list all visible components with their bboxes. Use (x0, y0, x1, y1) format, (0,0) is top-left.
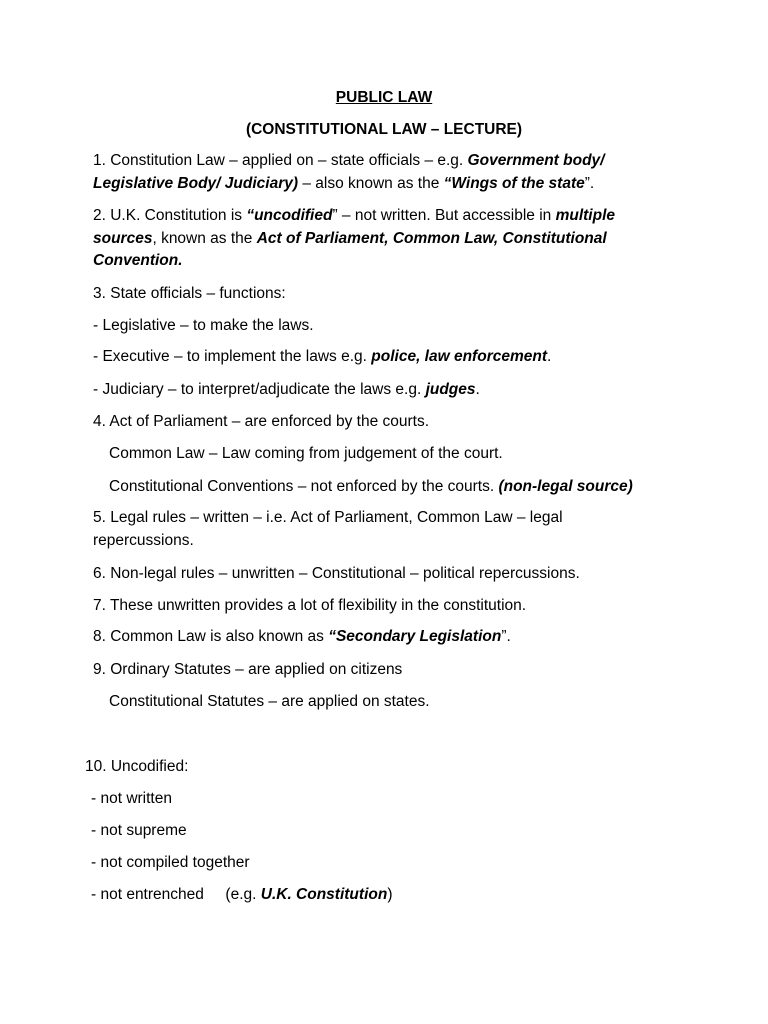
item-1-wings: “Wings of the state (443, 174, 585, 192)
item-3-executive-end: . (547, 348, 552, 365)
item-2-act-of-parliament: Act of Parliament (256, 229, 385, 247)
item-3-judiciary-example: judges (425, 381, 476, 398)
item-3-executive-example: police, law enforcement (371, 348, 547, 365)
item-4-common-law: Common Law – Law coming from judgement of the court. (109, 445, 503, 462)
item-10-not-entrenched-text: - not entrenched (e.g. (91, 886, 261, 903)
item-3-judiciary-text: - Judiciary – to interpret/adjudicate the laws e.g. (93, 381, 426, 398)
item-9: 9. Ordinary Statutes – are applied on citizens (93, 661, 403, 678)
item-3-judiciary (93, 379, 480, 401)
item-2-text-2: ” – not written. But accessible in (332, 207, 556, 224)
item-10-not-written: - not written (91, 790, 172, 807)
item-2-multiple-sources: multiple sources (93, 207, 616, 247)
item-10: 10. Uncodified: (85, 758, 189, 775)
item-9-constitutional-statutes: Constitutional Statutes – are applied on states. (109, 693, 430, 710)
item-8-text: 8. Common Law is also known as (93, 628, 329, 645)
item-3-legislative: - Legislative – to make the laws. (93, 317, 314, 334)
item-1-text: 1. Constitution Law – applied on – state officials – e.g. (93, 152, 468, 169)
item-8-secondary-legislation: “Secondary Legislation (328, 628, 502, 645)
item-1-text-2: – also known as the (298, 174, 444, 192)
item-2-common-law: Common Law (392, 229, 494, 247)
item-2-text-3: , known as the (152, 229, 257, 247)
item-10-not-supreme: - not supreme (91, 822, 187, 839)
item-7: 7. These unwritten provides a lot of flexibility in the constitution. (93, 597, 527, 614)
item-10-not-compiled: - not compiled together (91, 854, 250, 871)
item-3-judiciary-end: . (475, 381, 480, 398)
item-2 (93, 205, 658, 273)
item-2-convention: Constitutional Convention (93, 229, 607, 269)
item-2-comma: , (384, 229, 393, 247)
item-8-end: ”. (501, 628, 511, 645)
item-5: 5. Legal rules – written – i.e. Act of Parliament, Common Law – legal repercussions. (93, 509, 563, 549)
item-4-conventions-text: Constitutional Conventions – not enforced by the courts. (109, 478, 499, 495)
item-4-conventions (109, 476, 633, 498)
item-1-end: ”. (584, 174, 595, 192)
item-2-text: 2. U.K. Constitution is (93, 207, 247, 224)
document-subtitle: (CONSTITUTIONAL LAW – LECTURE) (245, 121, 523, 138)
item-3-executive-text: - Executive – to implement the laws e.g. (93, 348, 372, 365)
item-6: 6. Non-legal rules – unwritten – Constitutional – political repercussions. (93, 565, 580, 582)
item-2-end: . (178, 252, 183, 269)
item-4: 4. Act of Parliament – are enforced by the courts. (93, 413, 430, 430)
item-1 (93, 150, 653, 195)
item-10-end: ) (387, 886, 393, 903)
item-1-examples: Government body/ Legislative Body/ Judiciary) (93, 152, 605, 192)
item-3: 3. State officials – functions: (93, 285, 286, 302)
document-title: PUBLIC LAW (335, 89, 433, 106)
item-2-comma-2: , (493, 229, 503, 247)
item-4-non-legal-source: (non-legal source) (498, 478, 633, 495)
item-8 (93, 626, 511, 648)
item-3-executive (93, 346, 551, 368)
item-2-uncodified: “uncodified (246, 207, 333, 224)
item-10-not-entrenched (91, 884, 392, 906)
item-10-uk-constitution: U.K. Constitution (260, 886, 388, 903)
